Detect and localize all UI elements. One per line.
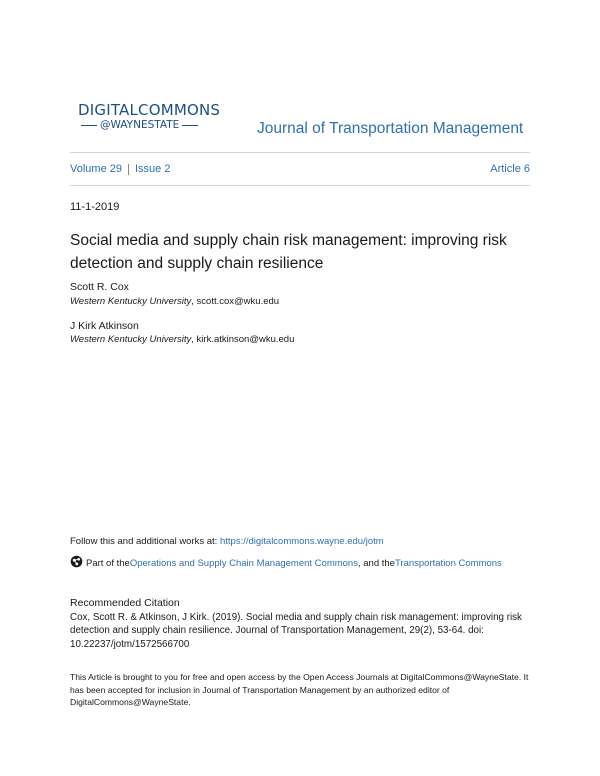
author-institution: Western Kentucky University [70, 296, 192, 307]
author-email[interactable]: kirk.atkinson@wku.edu [196, 334, 295, 345]
waynestate-logo-subtitle [78, 119, 201, 131]
journal-title-link[interactable]: Journal of Transportation Management [257, 120, 524, 137]
publication-date: 11-1-2019 [70, 201, 120, 213]
partof-prefix: Part of the [86, 557, 130, 569]
digitalcommons-logo[interactable]: DIGITALCOMMONS [78, 101, 221, 119]
repository-url-link[interactable]: https://digitalcommons.wayne.edu/jotm [219, 536, 384, 547]
logo-dash-left [81, 125, 97, 126]
follow-prefix: Follow this and additional works at: [70, 536, 220, 547]
part-of-line [70, 555, 502, 571]
author-affiliation [70, 334, 294, 345]
affil-comma: , [191, 334, 197, 345]
author-name: Scott R. Cox [70, 281, 129, 293]
access-statement: This Article is brought to you for free and open access by the Open Access Journals at DigitalCommons@WayneState. It has been accepted for inclusion in Journal of Transportation Management by an authorized editor of DigitalCommons@WayneState. [70, 672, 529, 707]
author-institution: Western Kentucky University [70, 334, 192, 345]
volume-link[interactable]: Volume 29 [70, 163, 122, 175]
affil-comma: , [191, 296, 197, 307]
bottom-divider [70, 185, 530, 186]
network-icon [70, 555, 86, 571]
logo-dash-right [182, 125, 198, 126]
operations-commons-link[interactable]: Operations and Supply Chain Management Commons [129, 557, 358, 569]
logo-subtitle-text: @WAYNESTATE [100, 119, 180, 131]
paper-title: Social media and supply chain risk management: improving risk detection and supply chain resilience [70, 232, 507, 272]
top-divider [70, 152, 530, 153]
partof-middle: , and the [357, 557, 395, 569]
author-affiliation [70, 296, 279, 307]
citation-text: Cox, Scott R. & Atkinson, J Kirk. (2019). Social media and supply chain risk management: improving risk detection and supply chain resilience. Journal of Transportation Management, 29(2), 53-64. doi: 10.22237/jotm/1572566700 [70, 612, 522, 650]
transportation-commons-link[interactable]: Transportation Commons [394, 557, 502, 569]
breadcrumb-separator [128, 164, 129, 175]
issue-link[interactable]: Issue 2 [134, 163, 171, 175]
follow-line [70, 536, 384, 547]
article-number-link[interactable]: Article 6 [490, 163, 530, 175]
citation-heading: Recommended Citation [70, 597, 180, 609]
author-email[interactable]: scott.cox@wku.edu [196, 296, 280, 307]
author-name: J Kirk Atkinson [70, 320, 139, 332]
issue-breadcrumb [70, 163, 170, 175]
